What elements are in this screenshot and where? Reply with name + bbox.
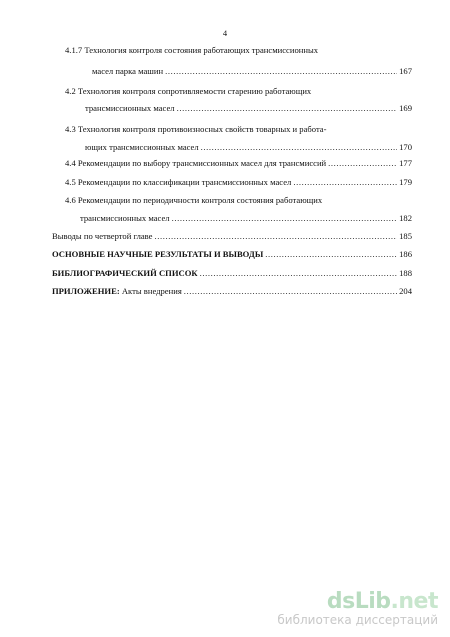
toc-entry-bibliography[interactable] bbox=[52, 268, 412, 279]
toc-entry-label: ОСНОВНЫЕ НАУЧНЫЕ РЕЗУЛЬТАТЫ И ВЫВОДЫ bbox=[52, 249, 264, 259]
toc-entry-appendix[interactable] bbox=[52, 286, 412, 297]
toc-leader-dots bbox=[184, 286, 397, 297]
watermark-logo-main: dsLib bbox=[326, 589, 391, 614]
toc-entry-4-3-line-1: 4.3 Технология контроля противоизносных свойств товарных и работа- bbox=[65, 124, 327, 134]
toc-entry-label: трансмиссионных масел bbox=[80, 213, 170, 223]
toc-leader-dots bbox=[177, 103, 398, 114]
toc-entry-4-5[interactable] bbox=[65, 177, 412, 188]
toc-entry-label bbox=[52, 286, 182, 297]
toc-entry-4-1-7-line-1: 4.1.7 Технология контроля состояния работающих трансмиссионных bbox=[65, 45, 319, 55]
toc-leader-dots bbox=[165, 66, 397, 77]
watermark-logo bbox=[277, 591, 438, 613]
toc-entry-label: 4.5 Рекомендации по классификации трансмиссионных масел bbox=[65, 177, 292, 187]
toc-page-number: 179 bbox=[399, 177, 412, 187]
watermark-logo-tld: .net bbox=[390, 589, 438, 614]
toc-entry-label: БИБЛИОГРАФИЧЕСКИЙ СПИСОК bbox=[52, 268, 198, 278]
toc-entry-label: трансмиссионных масел bbox=[85, 103, 175, 113]
toc-leader-dots bbox=[172, 213, 398, 224]
toc-entry-chapter-4-conclusions[interactable] bbox=[52, 231, 412, 242]
toc-entry-label: ющих трансмиссионных масел bbox=[85, 142, 199, 152]
toc-page-number: 185 bbox=[399, 231, 412, 241]
toc-page-number: 167 bbox=[399, 66, 412, 76]
toc-entry-main-results[interactable] bbox=[52, 249, 412, 260]
toc-entry-4-3[interactable] bbox=[85, 142, 412, 153]
toc-entry-4-4[interactable] bbox=[65, 158, 412, 169]
toc-entry-4-2[interactable] bbox=[85, 103, 412, 114]
toc-entry-4-1-7[interactable] bbox=[92, 66, 412, 77]
toc-entry-label: 4.4 Рекомендации по выбору трансмиссионных масел для трансмиссий bbox=[65, 158, 327, 168]
toc-leader-dots bbox=[265, 249, 397, 260]
toc-leader-dots bbox=[293, 177, 397, 188]
toc-page-number: 204 bbox=[399, 286, 412, 296]
toc-page-number: 182 bbox=[399, 213, 412, 223]
toc-entry-4-6-line-1: 4.6 Рекомендации по периодичности контроля состояния работающих bbox=[65, 195, 323, 205]
toc-leader-dots bbox=[155, 231, 398, 242]
site-watermark bbox=[277, 591, 438, 627]
toc-page-number: 177 bbox=[399, 158, 412, 168]
toc-entry-label: Выводы по четвертой главе bbox=[52, 231, 153, 241]
toc-leader-dots bbox=[201, 142, 397, 153]
toc-page-number: 188 bbox=[399, 268, 412, 278]
watermark-caption: библиотека диссертаций bbox=[277, 613, 438, 627]
toc-entry-label: масел парка машин bbox=[92, 66, 164, 76]
toc-page-number: 169 bbox=[399, 103, 412, 113]
toc-entry-4-2-line-1: 4.2 Технология контроля сопротивляемости старению работающих bbox=[65, 86, 312, 96]
toc-leader-dots bbox=[200, 268, 397, 279]
toc-entry-label-rest: Акты внедрения bbox=[119, 286, 182, 296]
toc-entry-label-bold: ПРИЛОЖЕНИЕ: bbox=[52, 286, 120, 296]
toc-page-number: 170 bbox=[399, 142, 412, 152]
toc-leader-dots bbox=[328, 158, 397, 169]
toc-entry-4-6[interactable] bbox=[80, 213, 412, 224]
page-number: 4 bbox=[222, 28, 228, 38]
toc-page-number: 186 bbox=[399, 249, 412, 259]
